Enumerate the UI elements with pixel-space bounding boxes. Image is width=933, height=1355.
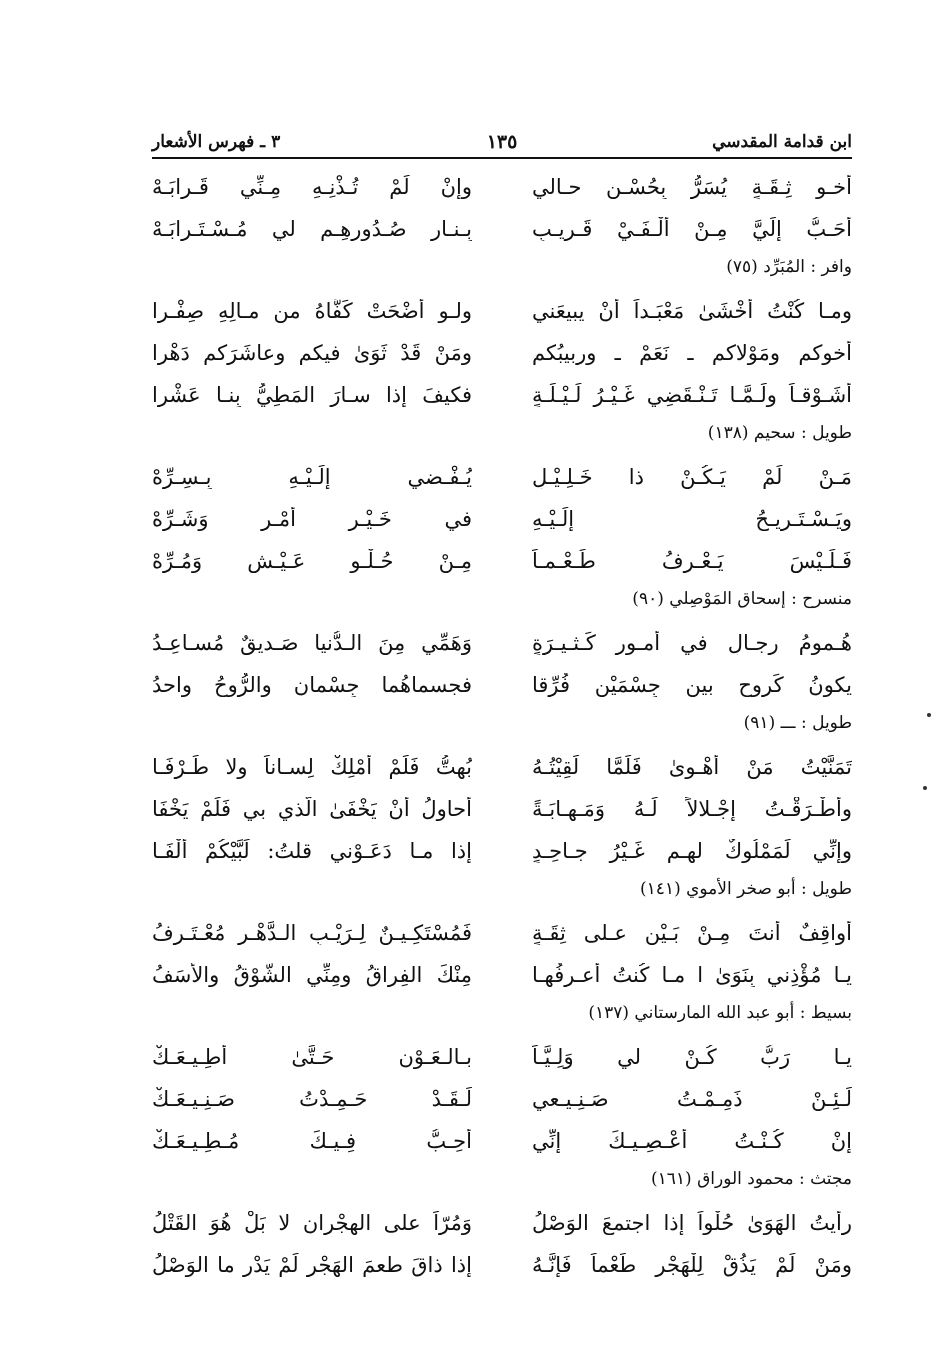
first-hemistich: يكونُ كَروحٍ بين جِسْمَيْنِ فُرِّقا [532,673,852,697]
second-hemistich: إذا ذاقَ طعمَ الهَجْرِ لَمْ يَدْرِ ما الوَصْلُ [152,1253,472,1277]
second-hemistich: يُـفْـضي إِلَـيْـهِ بِـسِـرِّهْ [152,465,472,489]
first-hemistich: وأَطْـرَقْـتُ إِجْـلالاً لَـهُ وَمَـهـابَـةً [532,797,852,821]
verse-line [152,622,852,664]
verse-line [152,498,852,540]
margin-mark [923,786,927,790]
first-hemistich: هُـمومُ رِجـالٍ في أمـورٍ كَـثـيـرَةٍ [532,631,852,655]
second-hemistich: ولـو أَضْحَتْ كَفَّاهُ من مـالِهِ صِفْـرا [152,299,472,323]
second-hemistich: في خَـيْـرِ أَمْـرٍ وَشَـرِّهْ [152,507,472,531]
poem-entry [152,622,852,740]
poetry-index [152,160,852,1286]
meter-and-poet: بسيط : أبو عبد الله المارستاني (١٣٧) [588,1003,852,1023]
page-header [152,130,852,154]
poem-entry [152,746,852,906]
running-title-section: ٣ ـ فهرس الأشعار [152,132,281,152]
first-hemistich: تَمَنَّيْتُ مَنْ أَهْـوىٰ فَلَمَّا لَقِيْتُـهُ [532,755,852,779]
second-hemistich: بـالـعَـوْنِ حَـتَّىٰ أُطِـيـعَـكْ [152,1045,472,1069]
second-hemistich: بُهِتُّ فَلَمْ أَمْلِكْ لِسـاناً ولا طَـرْفَـا [152,755,472,779]
poem-entry [152,290,852,450]
meter-and-poet: طويل : أبو صخر الأموي (١٤١) [640,879,852,899]
second-hemistich: إذا مـا دَعَـوْني قلتُ: لَبَّيْكُمْ أَلْفَـا [152,839,472,863]
verse-line [152,746,852,788]
meter-and-poet: منسرح : إسحاق المَوْصِلي (٩٠) [632,589,852,609]
first-hemistich: ومـا كُنْتُ أَخْشَىٰ مَعْبَـداً أَنْ يبيعَني [532,299,852,323]
running-title-book: ابن قدامة المقدسي [712,132,852,152]
verse-line [152,456,852,498]
first-hemistich: يـا رَبُّ كُـنْ لي وَلِـيَّـاً [532,1045,852,1069]
verse-line [152,1244,852,1286]
header-rule [152,157,852,159]
poem-entry [152,166,852,284]
verse-line [152,788,852,830]
first-hemistich: أَحَـبُّ إِلَيَّ مِـنْ أَلْـفَـيْ قَـريـبٍ [532,217,852,241]
poem-entry [152,456,852,616]
meter-and-poet: مجتث : محمود الوراق (١٦١) [651,1169,852,1189]
first-hemistich: إنْ كُـنْـتُ أَعْـصِـيـكَ إنِّي [532,1129,852,1153]
second-hemistich: بِـنـارِ صُـدُورِهِـم لي مُـسْـتَـرابَـهْ [152,217,472,241]
first-hemistich: ومَنْ لَمْ يَذُقْ لِلْهَجْرِ طَعْماً فَإنَّـهُ [532,1253,852,1277]
poem-entry [152,1202,852,1286]
first-hemistich: وإنِّي لَمَمْلُوكٌ لهـم غَـيْرُ جـاحِـدٍ [532,839,852,863]
second-hemistich: وَهَمِّي مِنَ الـدُّنيا صَـديقٌ مُسـاعِـدُ [152,631,472,655]
second-hemistich: لَـقَـدْ حَـمِـدْتُ صَـنِـيـعَـكْ [152,1087,472,1111]
verse-line [152,208,852,250]
first-hemistich: أَشَـوْقـاً ولَـمَّـا تَـنْـقَضِي غَـيْـرُ لَـيْـلَـةٍ [532,383,852,407]
poem-entry [152,1036,852,1196]
second-hemistich: أُحاوِلُ أَنْ يَخْفَىٰ الَّذي بي فَلَمْ يَخْفَا [152,797,472,821]
second-hemistich: فَمُسْتَكِـيـنٌ لِـرَيْـبِ الـدَّهْـرِ مُعْـتَـرِفُ [152,921,472,945]
verse-line [152,1078,852,1120]
first-hemistich: لَـئِـنْ ذَمِـمْـتُ صَـنِـيـعي [532,1087,852,1111]
poem-entry [152,912,852,1030]
second-hemistich: فكيفَ إذا سـارَ المَطِيُّ بِنـا عَشْرا [152,383,472,407]
meter-and-poet: طويل : سحيم (١٣٨) [707,423,852,443]
verse-line [152,540,852,582]
meter-and-poet: وافر : المُبَرِّد (٧٥) [726,257,852,277]
first-hemistich: ويَـسْـتَـريـحُ إِلَـيْـهِ [532,507,852,531]
second-hemistich: مِنْكَ الفِراقُ ومِنِّي الشَّوْقُ والأَسَفُ [152,963,472,987]
second-hemistich: وَمُرّاً على الهِجْرانِ لا بَلْ هُوَ القَتْلُ [152,1211,472,1235]
first-hemistich: يـا مُؤْذِني بِنَوَىٰ ا مـا كُنتُ أعـرفُهـا [532,963,852,987]
meter-and-poet: طويل : ـــ (٩١) [743,713,852,733]
verse-line [152,664,852,706]
second-hemistich: مِـنْ حُـلْـوِ عَـيْـشٍ وَمُـرِّهْ [152,549,472,573]
verse-line [152,954,852,996]
verse-line [152,912,852,954]
first-hemistich: رأيتُ الهَوَىٰ حُلْواً إذا اجتمعَ الوَصْلُ [532,1211,852,1235]
first-hemistich: أخـو ثِـقَـةٍ يُسَرُّ بِحُسْـنِ حـالي [532,175,852,199]
second-hemistich: ومَنْ قَدْ ثَوَىٰ فيكم وعاشَرَكم دَهْرا [152,341,472,365]
second-hemistich: وإنْ لَمْ تُـذْنِـهِ مِـنِّي قَـرابَـهْ [152,175,472,199]
verse-line [152,332,852,374]
first-hemistich: مَـنْ لَمْ يَـكُـنْ ذا خَـلِـيْـلٍ [532,465,852,489]
verse-line [152,1202,852,1244]
verse-line [152,166,852,208]
margin-mark [927,713,931,717]
first-hemistich: أخوكم ومَوْلاكم ـ نَعَمْ ـ وربيبُكم [532,341,852,365]
first-hemistich: أواقِفٌ أنتَ مِـنْ بَـيْنٍ عـلى ثِقَـةٍ [532,921,852,945]
second-hemistich: فجسماهُما جِسْمانِ والرُّوحُ واحدُ [152,673,472,697]
verse-line [152,374,852,416]
verse-line [152,830,852,872]
verse-line [152,1036,852,1078]
page-number: ١٣٥ [486,131,518,153]
verse-line [152,1120,852,1162]
verse-line [152,290,852,332]
first-hemistich: فَـلَـيْسَ يَـعْـرِفُ طَـعْـمـاً [532,549,852,573]
second-hemistich: أُحِـبُّ فِـيـكَ مُـطِـيـعَـكْ [152,1129,472,1153]
